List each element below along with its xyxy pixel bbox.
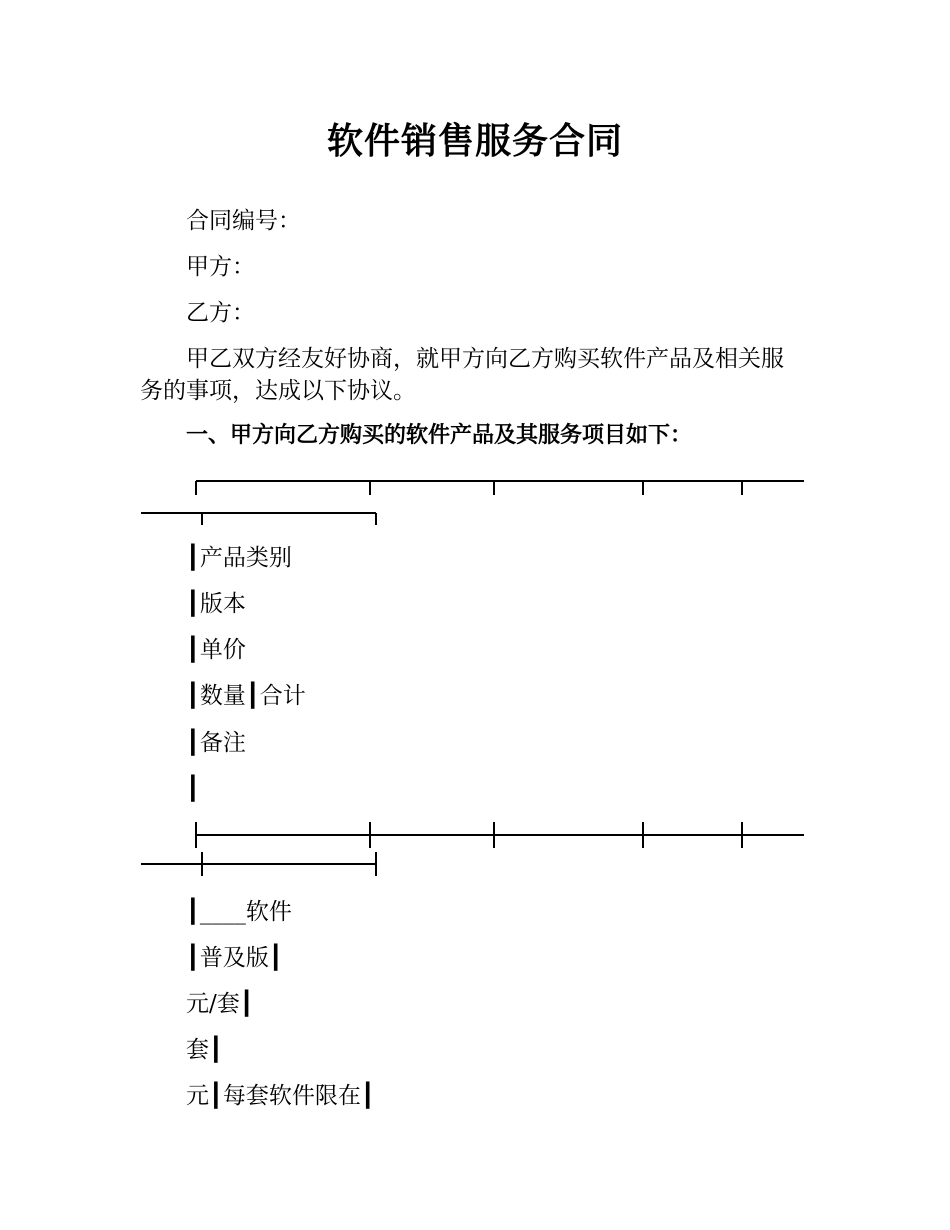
- party-b-label: 乙方：: [186, 300, 255, 326]
- table-line-software: ┃____软件: [186, 899, 292, 925]
- intro-paragraph: 甲乙双方经友好协商，就甲方向乙方购买软件产品及相关服务的事项，达成以下协议。: [140, 346, 784, 404]
- party-a-label: 甲方：: [186, 254, 255, 280]
- table-line-product-category: ┃产品类别: [186, 545, 292, 571]
- table-line-version: ┃版本: [186, 591, 246, 617]
- table-line-quantity-unit: 套┃: [186, 1037, 223, 1063]
- table-line-empty: ┃: [186, 776, 200, 802]
- contract-title: 软件销售服务合同: [326, 121, 623, 162]
- table-line-quantity-total: ┃数量┃合计: [186, 683, 306, 709]
- table-line-remarks: ┃备注: [186, 730, 246, 756]
- contract-number-label: 合同编号：: [186, 208, 301, 234]
- table-line-unit-price: ┃单价: [186, 637, 246, 663]
- table-line-edition: ┃普及版┃: [186, 945, 283, 971]
- table-line-price-unit: 元/套┃: [186, 991, 254, 1017]
- section-1-heading: 一、甲方向乙方购买的软件产品及其服务项目如下：: [186, 423, 693, 448]
- table-line-limit: 元┃每套软件限在┃: [186, 1083, 375, 1109]
